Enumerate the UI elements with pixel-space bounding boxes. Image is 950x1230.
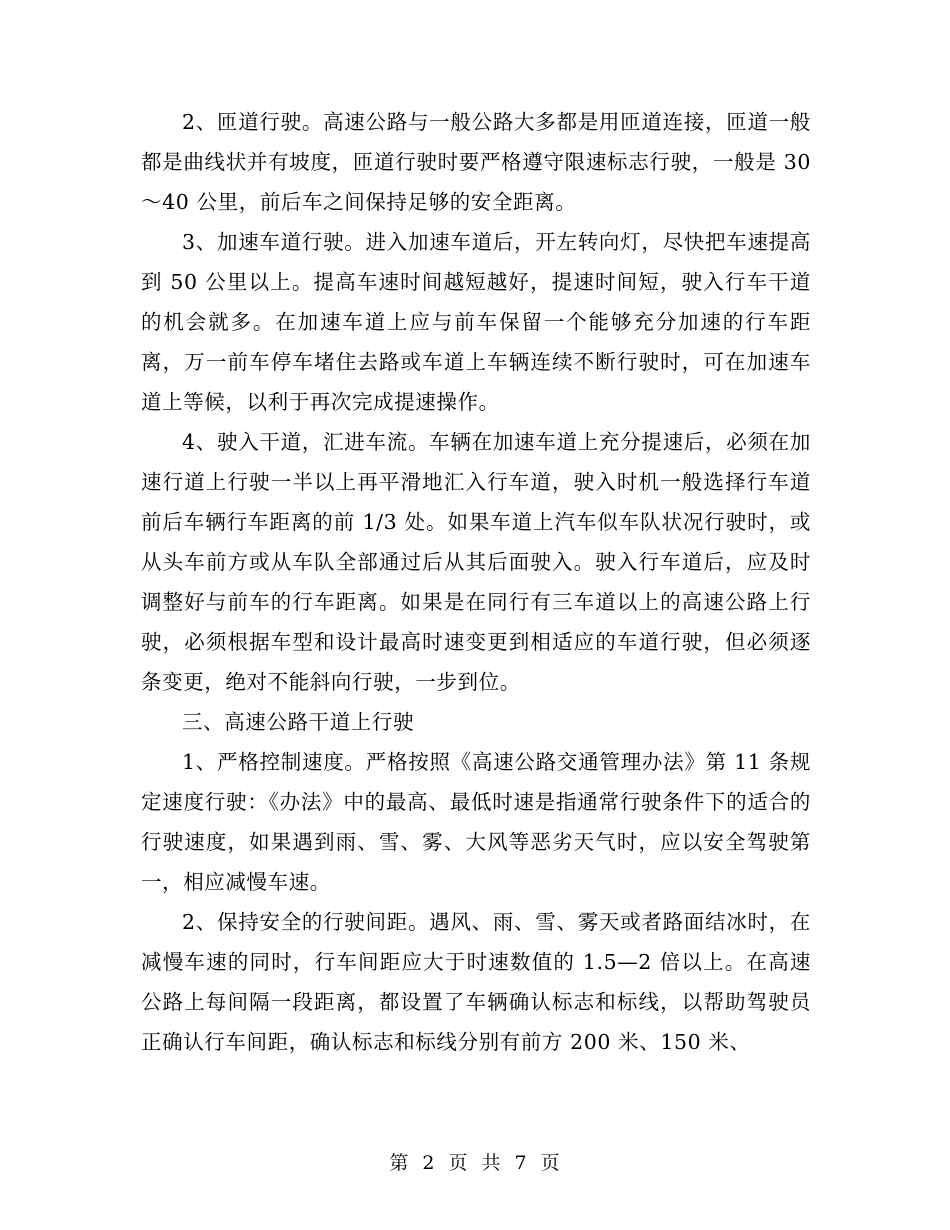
page-number-footer: 第 2 页 共 7 页 (389, 1152, 561, 1174)
paragraph-acceleration-lane: 3、加速车道行驶。进入加速车道后，开左转向灯，尽快把车速提高到 50 公里以上。提高车速时间越短越好，提速时间短，驶入行车干道的机会就多。在加速车道上应与前车保留一个能够充分加速的行车距离，万一前车停车堵住去路或车道上车辆连续不断行驶时，可在加速车道上等候，以利于再次完成提速操作。 (141, 230, 811, 414)
document-body (141, 102, 811, 1062)
paragraph-speed-control: 1、严格控制速度。严格按照《高速公路交通管理办法》第 11 条规定速度行驶：《办法》中的最高、最低时速是指通常行驶条件下的适合的行驶速度，如果遇到雨、雪、雾、大风等恶劣天气时，应以安全驾驶第一，相应减慢车速。 (141, 750, 811, 894)
paragraph-merge-traffic: 4、驶入干道，汇进车流。车辆在加速车道上充分提速后，必须在加速行道上行驶一半以上再平滑地汇入行车道，驶入时机一般选择行车道前后车辆行车距离的前 1/3 处。如果车道上汽车似车队状况行驶时，或从头车前方或从车队全部通过后从其后面驶入。驶入行车道后，应及时调整好与前车的行车距离。如果是在同行有三车道以上的高速公路上行驶，必须根据车型和设计最高时速变更到相适应的车道行驶，但必须逐条变更，绝对不能斜向行驶，一步到位。 (141, 430, 811, 694)
paragraph-ramp-driving: 2、匝道行驶。高速公路与一般公路大多都是用匝道连接，匝道一般都是曲线状并有坡度，匝道行驶时要严格遵守限速标志行驶，一般是 30～40 公里，前后车之间保持足够的安全距离。 (141, 110, 811, 214)
section-heading: 三、高速公路干道上行驶 (182, 710, 415, 734)
paragraph-safe-distance: 2、保持安全的行驶间距。遇风、雨、雪、雾天或者路面结冰时，在减慢车速的同时，行车间距应大于时速数值的 1.5—2 倍以上。在高速公路上每间隔一段距离，都设置了车辆确认标志和标线，以帮助驾驶员正确认行车间距，确认标志和标线分别有前方 200 米、150 米、 (141, 910, 811, 1054)
